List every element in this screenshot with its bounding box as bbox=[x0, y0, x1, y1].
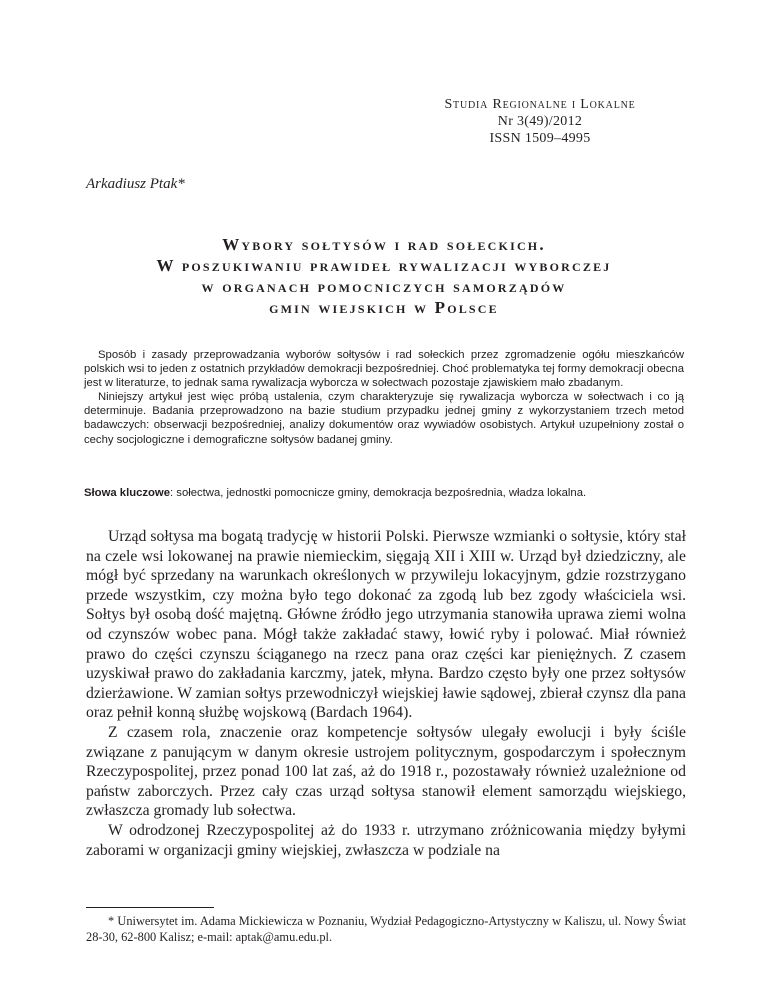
journal-issn: ISSN 1509–4995 bbox=[489, 131, 591, 146]
keywords bbox=[84, 486, 684, 500]
journal-header bbox=[380, 96, 700, 147]
journal-issue: Nr 3(49)/2012 bbox=[497, 114, 583, 129]
title-line-4: gmin wiejskich w Polsce bbox=[269, 298, 499, 317]
keywords-text: : sołectwa, jednostki pomocnicze gminy, demokracja bezpośrednia, władza lokalna. bbox=[170, 487, 587, 499]
journal-name: Studia Regionalne i Lokalne bbox=[444, 97, 636, 112]
body-paragraph-2: Z czasem rola, znaczenie oraz kompetencje sołtysów ulegały ewolucji i były ściśle związane z panującym w danym okresie ustrojem politycznym, gospodarczym i społecznym Rzeczypospolitej, przez ponad 100 lat zaś, aż do 1918 r., pozostawały również uzależnione od państw zaborczych. Przez cały czas urząd sołtysa stanowił element samorządu wiejskiego, zwłaszcza gromady lub sołectwa. bbox=[86, 723, 686, 820]
article-body bbox=[86, 527, 686, 860]
author-name: Arkadiusz Ptak* bbox=[86, 176, 185, 192]
body-paragraph-3: W odrodzonej Rzeczypospolitej aż do 1933 r. utrzymano zróżnicowania między byłymi zaborami w organizacji gminy wiejskiej, zwłaszcza w podziale na bbox=[86, 821, 686, 859]
title-line-3: w organach pomocniczych samorządów bbox=[201, 277, 567, 296]
title-line-1: Wybory sołtysów i rad sołeckich. bbox=[222, 235, 546, 254]
abstract-paragraph-2: Niniejszy artykuł jest więc próbą ustalenia, czym charakteryzuje się rywalizacja wyborcza w sołectwach i co ją determinuje. Badania przeprowadzono na bazie studium przypadku jednej gminy z wykorzystaniem trzech metod badawczych: obserwacji bezpośredniej, analizy dokumentów oraz wywiadów osobistych. Artykuł uzupełniony został o cechy socjologiczne i demograficzne sołtysów badanej gminy. bbox=[84, 391, 684, 446]
keywords-label: Słowa kluczowe bbox=[84, 487, 171, 499]
article-title bbox=[60, 234, 708, 318]
abstract bbox=[84, 348, 684, 447]
footnote-rule bbox=[86, 907, 214, 908]
footnote: * Uniwersytet im. Adama Mickiewicza w Poznaniu, Wydział Pedagogiczno-Artystyczny w Kaliszu, ul. Nowy Świat 28-30, 62-800 Kalisz; e-mail: aptak@amu.edu.pl. bbox=[86, 914, 686, 944]
body-paragraph-1: Urząd sołtysa ma bogatą tradycję w historii Polski. Pierwsze wzmianki o sołtysie, który stał na czele wsi lokowanej na prawie niemieckim, sięgają XII i XIII w. Urząd był dziedziczny, ale mógł być sprzedany na warunkach określonych w przywileju lokacyjnym, gdzie rozstrzygano przede wszystkim, czy można było tego dokonać za zgodą lub bez zgody właściciela wsi. Sołtys był osobą dość majętną. Główne źródło jego utrzymania stanowiła uprawa ziemi wolna od czynszów wobec pana. Mógł także zakładać stawy, łowić ryby i polować. Miał również prawo do części czynszu ściąganego na rzecz pana oraz części kar pieniężnych. Z czasem uzyskiwał prawo do zakładania karczmy, jatek, młyna. Bardzo często były one przez sołtysów dzierżawione. W zamian sołtys przewodniczył wiejskiej ławie sądowej, zbierał czynsz dla pana oraz pełnił konną służbę wojskową (Bardach 1964). bbox=[86, 528, 686, 722]
abstract-paragraph-1: Sposób i zasady przeprowadzania wyborów sołtysów i rad sołeckich przez zgromadzenie ogółu mieszkańców polskich wsi to jeden z ostatnich przykładów demokracji bezpośredniej. Choć problematyka tej formy demokracji obecna jest w literaturze, to jednak sama rywalizacja wyborcza w sołectwach pozostaje zjawiskiem mało zbadanym. bbox=[84, 349, 684, 390]
title-line-2: W poszukiwaniu prawideł rywalizacji wyborczej bbox=[156, 256, 612, 275]
